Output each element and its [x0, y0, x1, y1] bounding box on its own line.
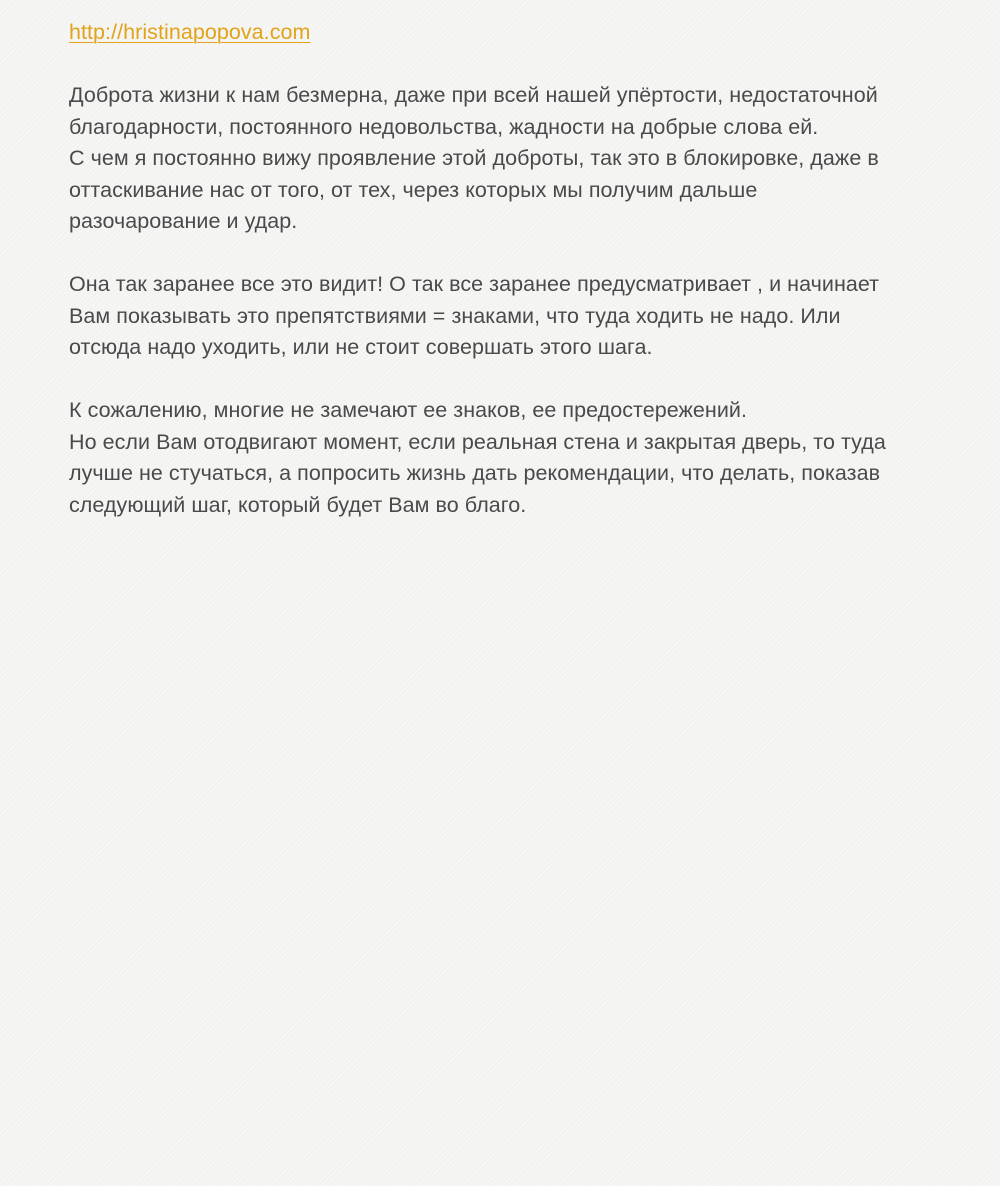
text-line: разочарование и удар.: [69, 209, 298, 233]
text-line: оттаскивание нас от того, от тех, через которых мы получим дальше: [69, 177, 758, 202]
blank-line: [69, 49, 949, 81]
text-line: благодарности, постоянного недовольства, жадности на добрые слова ей.: [69, 114, 819, 139]
text-line: отсюда надо уходить, или не стоит совершать этого шага.: [69, 335, 653, 359]
note-body[interactable]: [69, 17, 949, 521]
blank-line: [69, 364, 949, 396]
note-link-line: [69, 17, 949, 49]
text-line: Она так заранее все это видит! О так все заранее предусматривает , и начинает: [69, 272, 880, 296]
note-link[interactable]: http://hristinapopova.com: [69, 20, 311, 44]
text-line: К сожалению, многие не замечают ее знаков, ее предостережений.: [69, 398, 747, 422]
paragraph-1: [69, 80, 949, 238]
text-line: следующий шаг, который будет Вам во благо.: [69, 492, 527, 517]
blank-line: [69, 238, 949, 270]
text-line: Доброта жизни к нам безмерна, даже при всей нашей упёртости, недостаточной: [69, 83, 878, 107]
text-line: лучше не стучаться, а попросить жизнь дать рекомендации, что делать, показав: [69, 461, 881, 485]
paragraph-2: [69, 269, 949, 364]
paragraph-3: [69, 395, 949, 521]
text-line: С чем я постоянно вижу проявление этой доброты, так это в блокировке, даже в: [69, 146, 879, 170]
text-line: Но если Вам отодвигают момент, если реальная стена и закрытая дверь, то туда: [69, 429, 886, 454]
text-line: Вам показывать это препятствиями = знаками, что туда ходить не надо. Или: [69, 303, 841, 328]
